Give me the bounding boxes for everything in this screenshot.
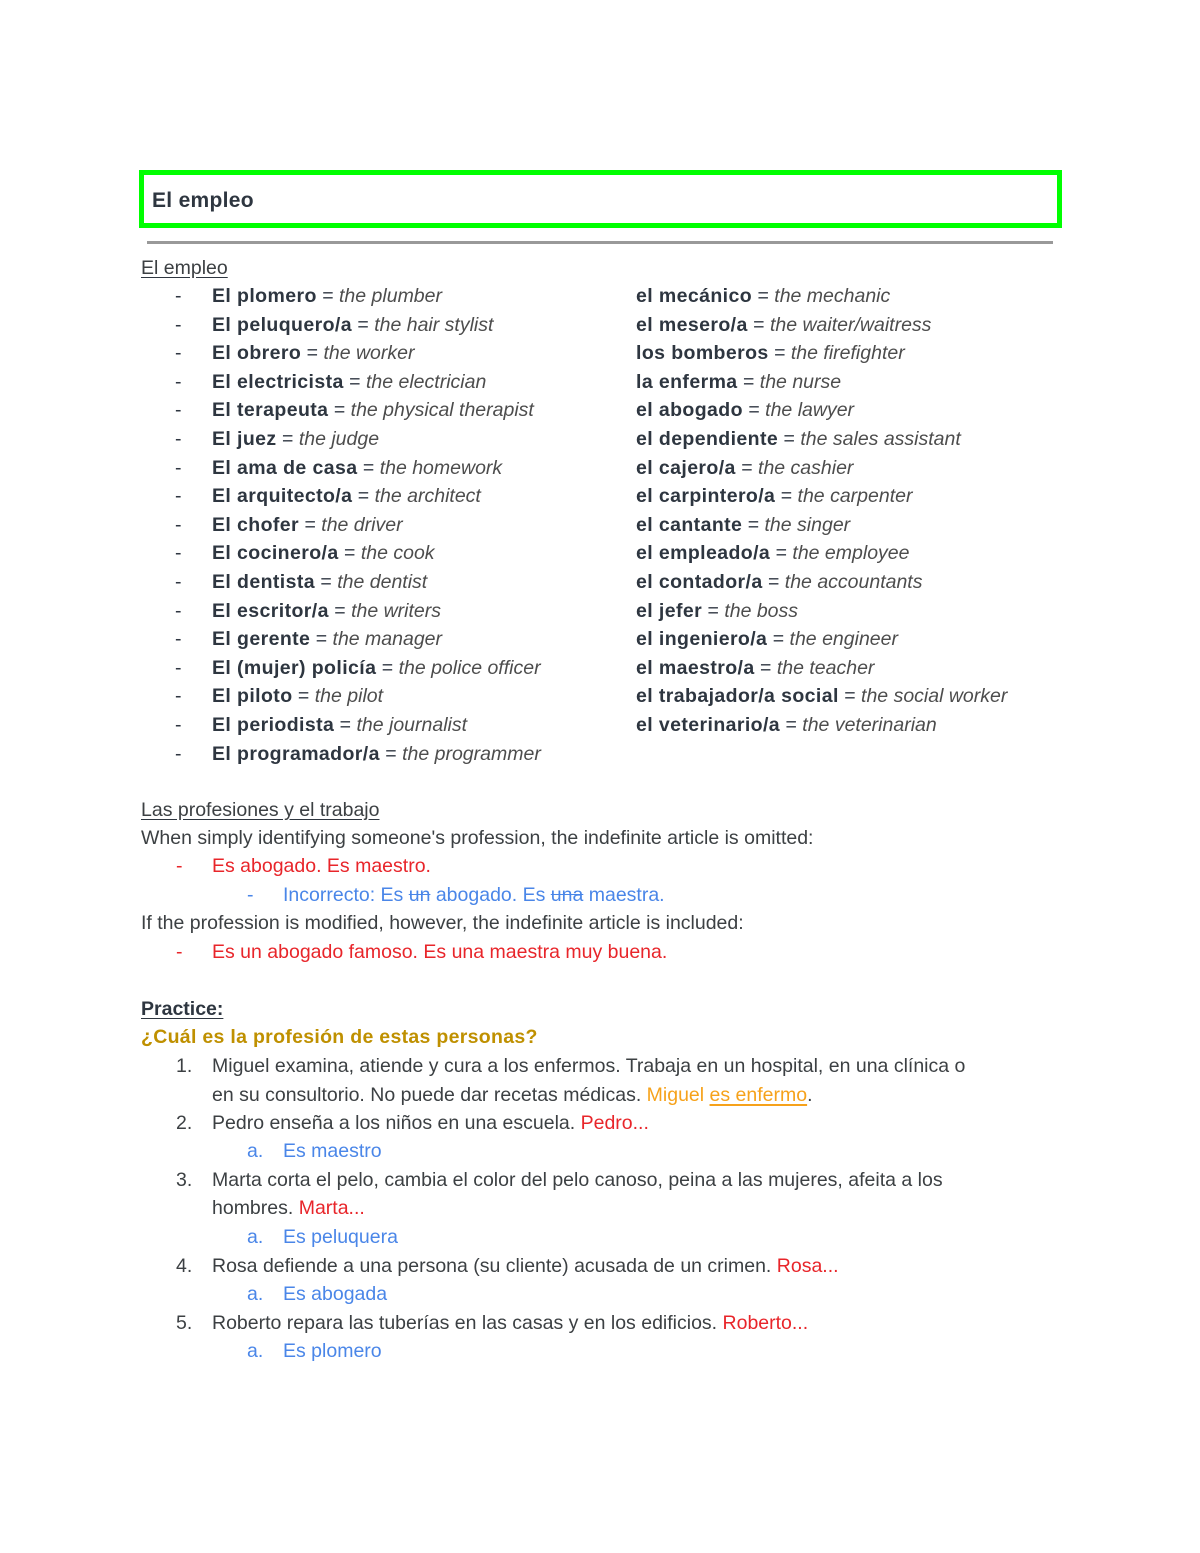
vocab-meaning: the mechanic: [774, 285, 891, 307]
equals-sign: =: [778, 428, 801, 450]
vocab-meaning: the accountants: [784, 571, 923, 593]
vocab-term: El cocinero/a: [212, 542, 339, 565]
vocab-item: [636, 685, 1007, 708]
vocab-item: [636, 457, 853, 480]
grammar-rule-2: If the profession is modified, however, the indefinite article is included:: [141, 912, 744, 934]
vocab-meaning: the physical therapist: [350, 399, 534, 422]
vocab-meaning: the manager: [332, 628, 443, 651]
bullet-dash: -: [176, 855, 183, 877]
vocab-meaning: the social worker: [861, 685, 1008, 708]
vocab-term: el cantante: [636, 513, 743, 536]
equals-sign: =: [334, 714, 357, 736]
equals-sign: =: [376, 656, 399, 679]
equals-sign: =: [328, 399, 351, 422]
vocab-meaning: the architect: [374, 485, 481, 508]
equals-sign: =: [379, 742, 403, 765]
item-prompt: Marta...: [298, 1197, 365, 1219]
struck-article-una: una: [550, 884, 584, 906]
answer-name: Miguel: [646, 1084, 705, 1106]
equals-sign: =: [299, 513, 322, 536]
vocab-meaning: the pilot: [314, 685, 384, 708]
vocab-term: el mesero/a: [636, 313, 748, 336]
equals-sign: =: [768, 342, 791, 365]
vocab-item: [636, 314, 931, 337]
vocab-item: [636, 542, 909, 565]
equals-sign: =: [747, 313, 770, 336]
item-text: Marta corta el pelo, cambia el color del pelo canoso, peina a las mujeres, afeita a los: [212, 1169, 943, 1191]
equals-sign: =: [838, 685, 862, 708]
equals-sign: =: [770, 542, 793, 565]
vocab-term: El (mujer) policía: [212, 656, 377, 679]
item-prompt: Rosa...: [776, 1255, 839, 1277]
item-text: Rosa defiende a una persona (su cliente) acusada de un crimen.: [212, 1255, 777, 1277]
vocab-term: El obrero: [212, 342, 302, 365]
incorrect-suffix: maestra.: [583, 884, 665, 906]
equals-sign: =: [780, 714, 803, 736]
vocab-meaning: the teacher: [776, 656, 875, 679]
vocab-meaning: the sales assistant: [800, 428, 961, 450]
vocab-item: [636, 657, 874, 680]
sub-answer: Es peluquera: [283, 1226, 398, 1248]
sub-answer: Es abogada: [283, 1283, 388, 1305]
bullet-dash: -: [175, 456, 182, 479]
vocab-term: El juez: [212, 428, 277, 450]
vocab-meaning: the writers: [351, 599, 442, 622]
equals-sign: =: [301, 342, 324, 365]
vocab-item: [636, 285, 890, 308]
vocab-meaning: the lawyer: [765, 399, 855, 422]
sub-letter: a.: [247, 1283, 264, 1305]
bullet-dash: -: [175, 370, 182, 393]
vocab-meaning: the waiter/waitress: [769, 313, 932, 336]
vocab-term: El piloto: [212, 685, 293, 708]
vocab-term: el carpintero/a: [636, 485, 776, 508]
vocab-item: [636, 514, 850, 537]
vocab-term: el maestro/a: [636, 656, 755, 679]
equals-sign: =: [742, 513, 765, 536]
vocab-meaning: the nurse: [759, 370, 842, 393]
equals-sign: =: [702, 599, 725, 622]
vocab-term: El ama de casa: [212, 456, 358, 479]
vocab-term: El peluquero/a: [212, 313, 352, 336]
sub-letter: a.: [247, 1140, 264, 1162]
vocab-meaning: the programmer: [402, 742, 541, 765]
item-prompt: Pedro...: [580, 1112, 649, 1134]
equals-sign: =: [316, 285, 340, 307]
vocab-item: [636, 600, 798, 623]
vocab-meaning: the police officer: [398, 656, 541, 679]
vocab-meaning: the judge: [298, 428, 380, 450]
bullet-dash: -: [175, 628, 182, 651]
equals-sign: =: [351, 313, 375, 336]
vocab-meaning: the homework: [379, 456, 503, 479]
vocab-meaning: the plumber: [339, 285, 442, 307]
equals-sign: =: [315, 571, 338, 593]
vocab-meaning: the electrician: [365, 370, 487, 393]
bullet-dash: -: [175, 742, 182, 765]
vocab-meaning: the hair stylist: [374, 313, 494, 336]
practice-heading: Practice:: [141, 998, 224, 1020]
vocab-term: los bomberos: [636, 342, 769, 365]
grammar-example-2: Es un abogado famoso. Es una maestra muy buena.: [212, 941, 668, 963]
document-title: El empleo: [152, 189, 254, 212]
struck-article-un: un: [408, 884, 431, 906]
item-number: 3.: [176, 1169, 193, 1191]
equals-sign: =: [310, 628, 333, 651]
vocab-meaning: the cook: [360, 542, 435, 565]
vocab-meaning: the driver: [321, 513, 403, 536]
equals-sign: =: [343, 370, 366, 393]
item-text: en su consultorio. No puede dar recetas médicas.: [212, 1084, 647, 1106]
bullet-dash: -: [176, 941, 183, 963]
bullet-dash: -: [175, 685, 182, 708]
vocab-meaning: the veterinarian: [802, 714, 937, 736]
sub-answer: Es plomero: [283, 1340, 382, 1362]
vocab-term: El periodista: [212, 714, 335, 736]
vocab-meaning: the firefighter: [790, 342, 905, 365]
practice-question: ¿Cuál es la profesión de estas personas?: [141, 1026, 538, 1048]
bullet-dash: -: [175, 571, 182, 593]
vocab-item: [636, 571, 922, 594]
vocab-item: [636, 628, 898, 651]
equals-sign: =: [737, 370, 760, 393]
vocab-meaning: the journalist: [356, 714, 468, 736]
vocab-meaning: the employee: [792, 542, 910, 565]
sub-answer: Es maestro: [283, 1140, 382, 1162]
vocab-item: [636, 714, 937, 737]
equals-sign: =: [328, 599, 352, 622]
grammar-rule-1: When simply identifying someone's profession, the indefinite article is omitted:: [141, 827, 814, 849]
vocab-term: El arquitecto/a: [212, 485, 353, 508]
incorrect-mid: abogado. Es: [430, 884, 551, 906]
vocab-term: El programador/a: [212, 742, 380, 765]
sub-letter: a.: [247, 1340, 264, 1362]
answer-underlined: es enfermo: [709, 1084, 808, 1106]
vocab-term: el trabajador/a social: [636, 685, 839, 708]
equals-sign: =: [754, 656, 777, 679]
vocab-term: el empleado/a: [636, 542, 771, 565]
equals-sign: =: [292, 685, 315, 708]
vocab-item: [636, 485, 912, 508]
equals-sign: =: [762, 571, 785, 593]
vocab-term: la enferma: [636, 370, 738, 393]
vocab-item: [636, 371, 841, 394]
vocab-term: El electricista: [212, 370, 344, 393]
document-title-box: [139, 170, 1062, 228]
vocab-term: El gerente: [212, 628, 311, 651]
vocab-heading: El empleo: [141, 257, 228, 279]
vocab-term: el ingeniero/a: [636, 628, 768, 651]
vocab-item: [636, 428, 961, 451]
equals-sign: =: [752, 285, 775, 307]
equals-sign: =: [352, 485, 375, 508]
vocab-term: el contador/a: [636, 571, 763, 593]
bullet-dash: -: [175, 656, 182, 679]
answer-end: .: [807, 1084, 813, 1106]
vocab-meaning: the cashier: [758, 456, 854, 479]
incorrect-prefix: Incorrecto: Es: [283, 884, 409, 906]
bullet-dash: -: [175, 485, 182, 508]
item-text: Miguel examina, atiende y cura a los enfermos. Trabaja en un hospital, en una clínica o: [212, 1055, 966, 1077]
vocab-term: El escritor/a: [212, 599, 329, 622]
bullet-dash: -: [175, 542, 182, 565]
equals-sign: =: [735, 456, 759, 479]
equals-sign: =: [338, 542, 361, 565]
item-number: 2.: [176, 1112, 193, 1134]
item-text: Roberto repara las tuberías en las casas y en los edificios.: [212, 1312, 723, 1334]
vocab-term: El dentista: [212, 571, 316, 593]
item-text: Pedro enseña a los niños en una escuela.: [212, 1112, 581, 1134]
vocab-meaning: the engineer: [789, 628, 898, 651]
vocab-term: El chofer: [212, 513, 300, 536]
equals-sign: =: [742, 399, 766, 422]
grammar-example-1: Es abogado. Es maestro.: [212, 855, 431, 877]
vocab-item: [636, 342, 905, 365]
equals-sign: =: [775, 485, 798, 508]
bullet-dash: -: [175, 513, 182, 536]
vocab-item: [636, 399, 854, 422]
item-number: 1.: [176, 1055, 193, 1077]
bullet-dash: -: [175, 342, 182, 365]
equals-sign: =: [357, 456, 380, 479]
vocab-term: el mecánico: [636, 285, 753, 307]
vocab-meaning: the carpenter: [797, 485, 913, 508]
bullet-dash: -: [175, 399, 182, 422]
item-number: 4.: [176, 1255, 193, 1277]
vocab-term: el dependiente: [636, 428, 779, 450]
vocab-meaning: the worker: [323, 342, 415, 365]
grammar-incorrect: [283, 884, 665, 907]
grammar-heading: Las profesiones y el trabajo: [141, 799, 380, 821]
item-text: hombres.: [212, 1197, 299, 1219]
vocab-meaning: the singer: [764, 513, 851, 536]
bullet-dash: -: [175, 599, 182, 622]
horizontal-rule: [147, 241, 1053, 244]
bullet-dash: -: [175, 285, 182, 307]
vocab-meaning: the dentist: [337, 571, 428, 593]
sub-letter: a.: [247, 1226, 264, 1248]
vocab-term: el veterinario/a: [636, 714, 781, 736]
vocab-term: el cajero/a: [636, 456, 736, 479]
bullet-dash: -: [175, 428, 182, 450]
item-prompt: Roberto...: [722, 1312, 809, 1334]
item-number: 5.: [176, 1312, 193, 1334]
vocab-term: El plomero: [212, 285, 317, 307]
vocab-term: el abogado: [636, 399, 743, 422]
bullet-dash: -: [175, 313, 182, 336]
equals-sign: =: [276, 428, 299, 450]
vocab-meaning: the boss: [724, 599, 799, 622]
vocab-term: el jefer: [636, 599, 703, 622]
bullet-dash: -: [175, 714, 182, 736]
bullet-dash: -: [247, 884, 254, 906]
vocab-term: El terapeuta: [212, 399, 329, 422]
equals-sign: =: [767, 628, 790, 651]
